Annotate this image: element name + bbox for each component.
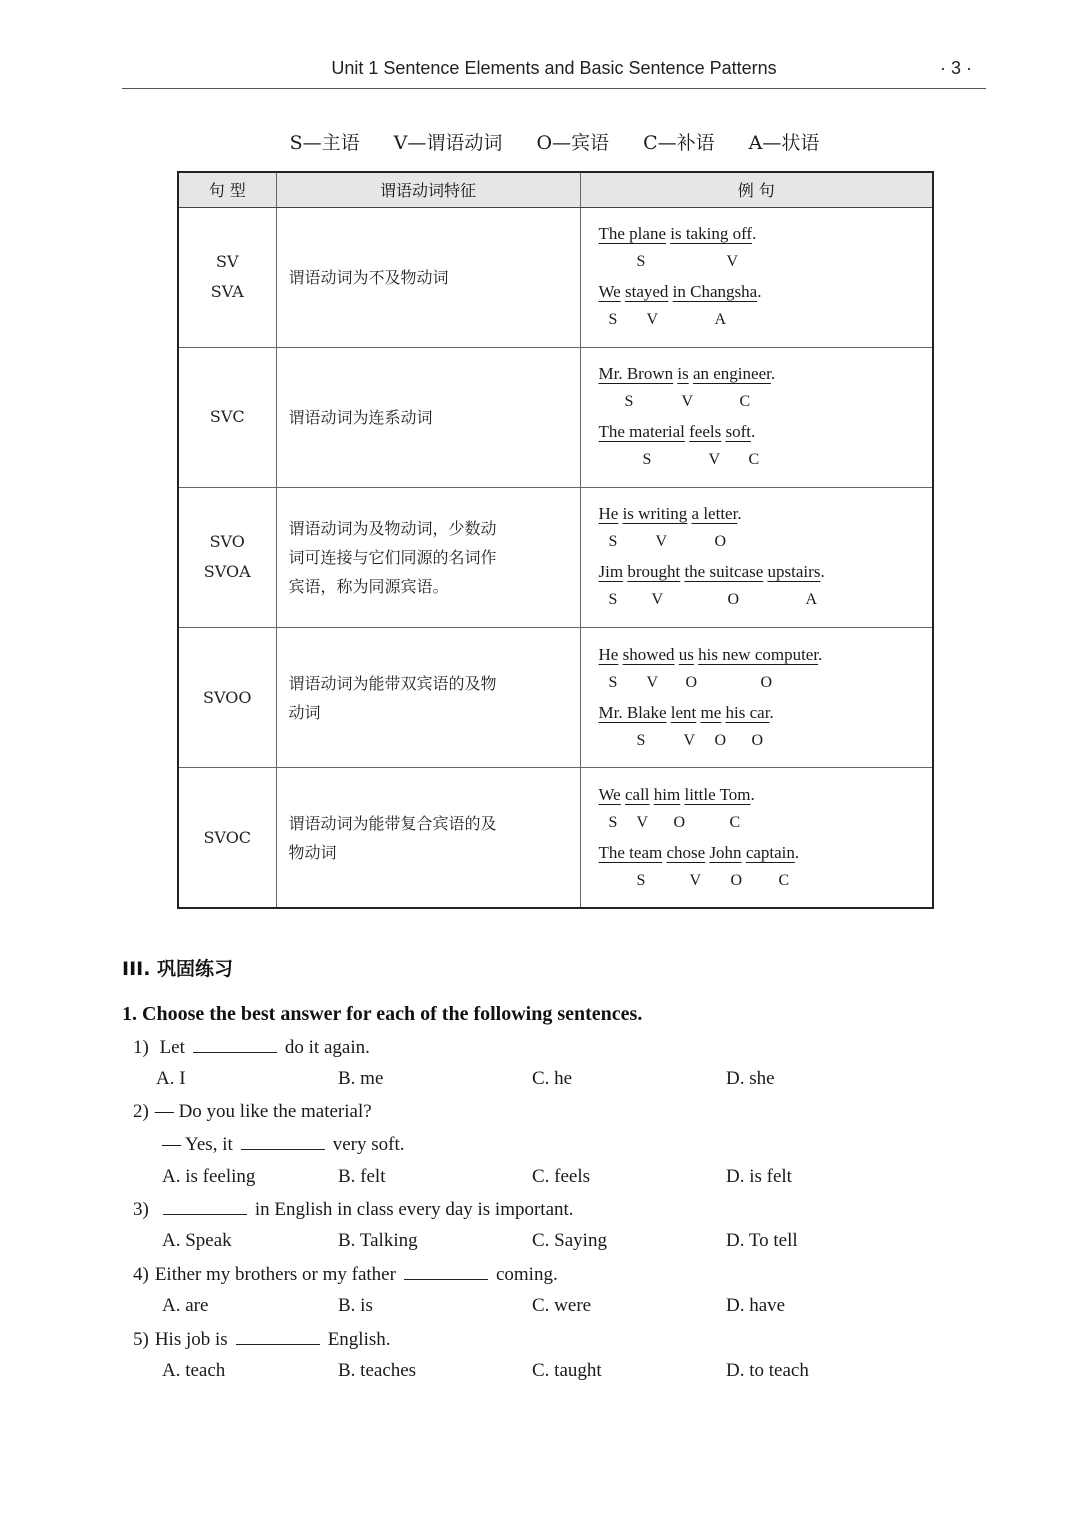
pattern-code: SVOA: [203, 562, 251, 582]
punctuation: .: [757, 282, 762, 302]
verb-feature-line: 谓语动词为及物动词，少数动: [288, 518, 497, 538]
punctuation: .: [750, 422, 756, 442]
example-sentence: [599, 499, 933, 528]
sentence-element: We: [598, 784, 621, 804]
element-labels: [599, 586, 933, 615]
example-sentence: [599, 417, 933, 446]
verb-feature-line: 词可连接与它们同源的名词作: [288, 547, 497, 567]
sentence-element: him: [653, 784, 681, 804]
element-label: A: [714, 311, 727, 329]
question-line: [162, 1133, 405, 1156]
element-label: S: [624, 393, 634, 411]
question-number: 2): [133, 1101, 149, 1122]
element-label: S: [608, 591, 618, 609]
verb-feature-cell: [276, 487, 580, 627]
element-label: V: [726, 253, 739, 271]
element-label: S: [636, 253, 646, 271]
element-label: S: [608, 813, 618, 831]
question-text: Either my brothers or my father: [154, 1264, 396, 1285]
sentence-element: little Tom: [684, 784, 751, 804]
answer-option[interactable]: A. I: [156, 1068, 186, 1089]
question-line: [133, 1101, 372, 1123]
sentence-element: He: [598, 504, 619, 524]
pattern-code-cell: [178, 628, 276, 768]
element-labels: [599, 727, 933, 756]
answer-option[interactable]: C. feels: [532, 1166, 591, 1187]
example-cell: [580, 768, 933, 908]
element-labels: [599, 248, 933, 277]
punctuation: .: [752, 224, 757, 244]
column-header-verb-feature: 谓语动词特征: [276, 172, 580, 207]
element-label: V: [655, 533, 668, 551]
example-sentence: [599, 277, 933, 306]
element-label: O: [685, 673, 698, 691]
verb-feature-line: 物动词: [288, 842, 337, 862]
question-text: do it again.: [284, 1037, 370, 1058]
element-label: O: [760, 673, 773, 691]
question-text: coming.: [495, 1264, 558, 1285]
sentence-element: upstairs: [767, 562, 821, 582]
abbreviation-legend: [178, 128, 931, 155]
verb-feature-line: 宾语，称为同源宾语。: [288, 576, 449, 596]
element-label: O: [673, 813, 686, 831]
example-sentence: [599, 219, 933, 248]
element-label: S: [636, 731, 646, 749]
sentence-element: John: [709, 842, 742, 862]
column-header-pattern: 句 型: [178, 172, 276, 207]
element-labels: [599, 306, 933, 335]
punctuation: .: [750, 784, 755, 804]
example-sentence: [599, 838, 933, 867]
answer-option[interactable]: D. have: [726, 1295, 786, 1316]
question-number: 5): [133, 1329, 149, 1350]
element-label: C: [778, 871, 790, 889]
question-text: Let: [159, 1037, 185, 1058]
legend-item: S—主语: [289, 132, 360, 154]
element-label: V: [689, 871, 702, 889]
element-label: S: [608, 673, 618, 691]
sentence-element: is: [677, 364, 689, 384]
sentence-element: soft: [725, 422, 751, 442]
question-text: in English in class every day is important.: [254, 1199, 574, 1220]
element-labels: [599, 809, 933, 838]
element-labels: [599, 528, 933, 557]
question-line: [133, 1263, 558, 1286]
punctuation: .: [770, 364, 776, 384]
sentence-element: The material: [598, 422, 685, 442]
sentence-element: The team: [598, 842, 663, 862]
sentence-element: me: [700, 702, 722, 722]
example-cell: [580, 628, 933, 768]
element-label: S: [636, 871, 646, 889]
sentence-element: He: [598, 644, 619, 664]
question-line: [133, 1198, 574, 1221]
element-label: S: [608, 311, 618, 329]
question-number: 3): [133, 1199, 149, 1220]
section-title: III. 巩固练习: [122, 958, 234, 980]
sentence-element: feels: [689, 422, 722, 442]
answer-option[interactable]: C. taught: [532, 1360, 602, 1381]
element-label: V: [708, 451, 721, 469]
sentence-element: the suitcase: [684, 562, 764, 582]
answer-option[interactable]: A. are: [162, 1295, 209, 1316]
sentence-element: Mr. Brown: [598, 364, 674, 384]
element-label: V: [636, 813, 649, 831]
verb-feature-line: 谓语动词为连系动词: [288, 407, 433, 427]
answer-blank[interactable]: [404, 1263, 488, 1280]
sentence-element: Jim: [598, 562, 624, 582]
element-label: C: [748, 451, 760, 469]
sentence-element: brought: [627, 562, 681, 582]
element-label: O: [714, 533, 727, 551]
exercise-instruction: 1. Choose the best answer for each of the following sentences.: [122, 1003, 643, 1025]
sentence-element: lent: [670, 702, 697, 722]
question-number: 4): [133, 1264, 149, 1285]
example-cell: [580, 347, 933, 487]
verb-feature-cell: [276, 628, 580, 768]
verb-feature-cell: [276, 768, 580, 908]
legend-item: A—状语: [748, 132, 820, 154]
answer-option[interactable]: D. To tell: [726, 1230, 798, 1251]
pattern-code: SVC: [209, 407, 245, 427]
table-header-row: [178, 172, 933, 207]
sentence-element: is writing: [622, 504, 688, 524]
example-sentence: [599, 557, 933, 586]
answer-option[interactable]: B. me: [338, 1068, 384, 1089]
pattern-code: SVA: [210, 282, 244, 302]
question-text: very soft.: [332, 1134, 405, 1155]
element-label: V: [683, 731, 696, 749]
column-header-example: 例 句: [580, 172, 933, 207]
element-labels: [599, 446, 933, 475]
legend-item: C—补语: [643, 132, 715, 154]
answer-option[interactable]: B. is: [338, 1295, 373, 1316]
sentence-element: captain: [745, 842, 795, 862]
sentence-element: an engineer: [692, 364, 771, 384]
sentence-element: The plane: [598, 224, 666, 244]
answer-option[interactable]: C. Saying: [532, 1230, 607, 1251]
answer-blank[interactable]: [193, 1036, 277, 1053]
question-text: — Yes, it: [162, 1134, 233, 1155]
element-label: V: [681, 393, 694, 411]
pattern-code-cell: [178, 768, 276, 908]
sentence-element: in Changsha: [672, 282, 758, 302]
element-labels: [599, 867, 933, 896]
sentence-element: his car: [725, 702, 770, 722]
element-label: O: [730, 871, 743, 889]
element-label: V: [646, 311, 659, 329]
legend-item: V—谓语动词: [393, 132, 503, 154]
verb-feature-cell: [276, 207, 580, 347]
sentence-element: stayed: [624, 282, 669, 302]
verb-feature-line: 谓语动词为能带复合宾语的及: [288, 813, 497, 833]
verb-feature-cell: [276, 347, 580, 487]
sentence-pattern-table: [177, 171, 934, 909]
answer-option[interactable]: A. Speak: [162, 1230, 232, 1251]
answer-option[interactable]: A. teach: [162, 1360, 226, 1381]
example-sentence: [599, 359, 933, 388]
sentence-element: a letter: [691, 504, 738, 524]
sentence-element: is taking off: [670, 224, 753, 244]
answer-option[interactable]: B. felt: [338, 1166, 386, 1187]
answer-option[interactable]: B. Talking: [338, 1230, 418, 1251]
element-labels: [599, 388, 933, 417]
pattern-code: SVOO: [203, 687, 252, 707]
verb-feature-line: 谓语动词为能带双宾语的及物: [288, 673, 497, 693]
page-number: · 3 ·: [939, 58, 972, 78]
sentence-element: Mr. Blake: [598, 702, 667, 722]
sentence-element: his new computer: [698, 644, 819, 664]
element-label: O: [714, 731, 727, 749]
pattern-code-cell: [178, 487, 276, 627]
table-row: [178, 347, 933, 487]
element-label: S: [642, 451, 652, 469]
table-row: [178, 768, 933, 908]
sentence-element: We: [598, 282, 621, 302]
sentence-element: showed: [622, 644, 675, 664]
example-cell: [580, 207, 933, 347]
element-label: S: [608, 533, 618, 551]
element-label: O: [751, 731, 764, 749]
element-label: O: [727, 591, 740, 609]
element-label: V: [646, 673, 659, 691]
pattern-code-cell: [178, 207, 276, 347]
question-line: [133, 1036, 370, 1059]
question-text: — Do you like the material?: [154, 1101, 372, 1122]
sentence-element: chose: [666, 842, 706, 862]
table-row: [178, 628, 933, 768]
verb-feature-line: 动词: [288, 702, 321, 722]
answer-option[interactable]: C. were: [532, 1295, 592, 1316]
answer-blank[interactable]: [236, 1328, 320, 1345]
pattern-code: SVOC: [203, 827, 252, 847]
question-line: [133, 1328, 391, 1351]
answer-option[interactable]: D. to teach: [726, 1360, 809, 1381]
pattern-code-cell: [178, 347, 276, 487]
punctuation: .: [737, 504, 742, 524]
pattern-code: SVO: [209, 532, 245, 552]
answer-blank[interactable]: [241, 1133, 325, 1150]
table-row: [178, 207, 933, 347]
header-title: Unit 1 Sentence Elements and Basic Sentence Patterns: [331, 58, 777, 78]
example-sentence: [599, 698, 933, 727]
pattern-code: SV: [215, 252, 239, 272]
table-row: [178, 487, 933, 627]
answer-option[interactable]: A. is feeling: [162, 1166, 256, 1187]
sentence-element: call: [624, 784, 650, 804]
example-sentence: [599, 640, 933, 669]
answer-option[interactable]: D. is felt: [726, 1166, 792, 1187]
element-label: C: [739, 393, 751, 411]
sentence-element: us: [678, 644, 694, 664]
page-header: [122, 56, 986, 89]
punctuation: .: [769, 702, 774, 722]
punctuation: .: [794, 842, 800, 862]
example-cell: [580, 487, 933, 627]
question-text: English.: [327, 1329, 391, 1350]
punctuation: .: [818, 644, 823, 664]
answer-option[interactable]: D. she: [726, 1068, 775, 1089]
answer-option[interactable]: B. teaches: [338, 1360, 417, 1381]
answer-option[interactable]: C. he: [532, 1068, 573, 1089]
example-sentence: [599, 780, 933, 809]
question-text: His job is: [154, 1329, 228, 1350]
element-label: A: [805, 591, 818, 609]
element-label: C: [729, 813, 741, 831]
element-labels: [599, 669, 933, 698]
punctuation: .: [820, 562, 825, 582]
verb-feature-line: 谓语动词为不及物动词: [288, 267, 449, 287]
legend-item: O—宾语: [536, 132, 610, 154]
element-label: V: [651, 591, 664, 609]
answer-blank[interactable]: [163, 1198, 247, 1215]
question-number: 1): [133, 1037, 154, 1058]
